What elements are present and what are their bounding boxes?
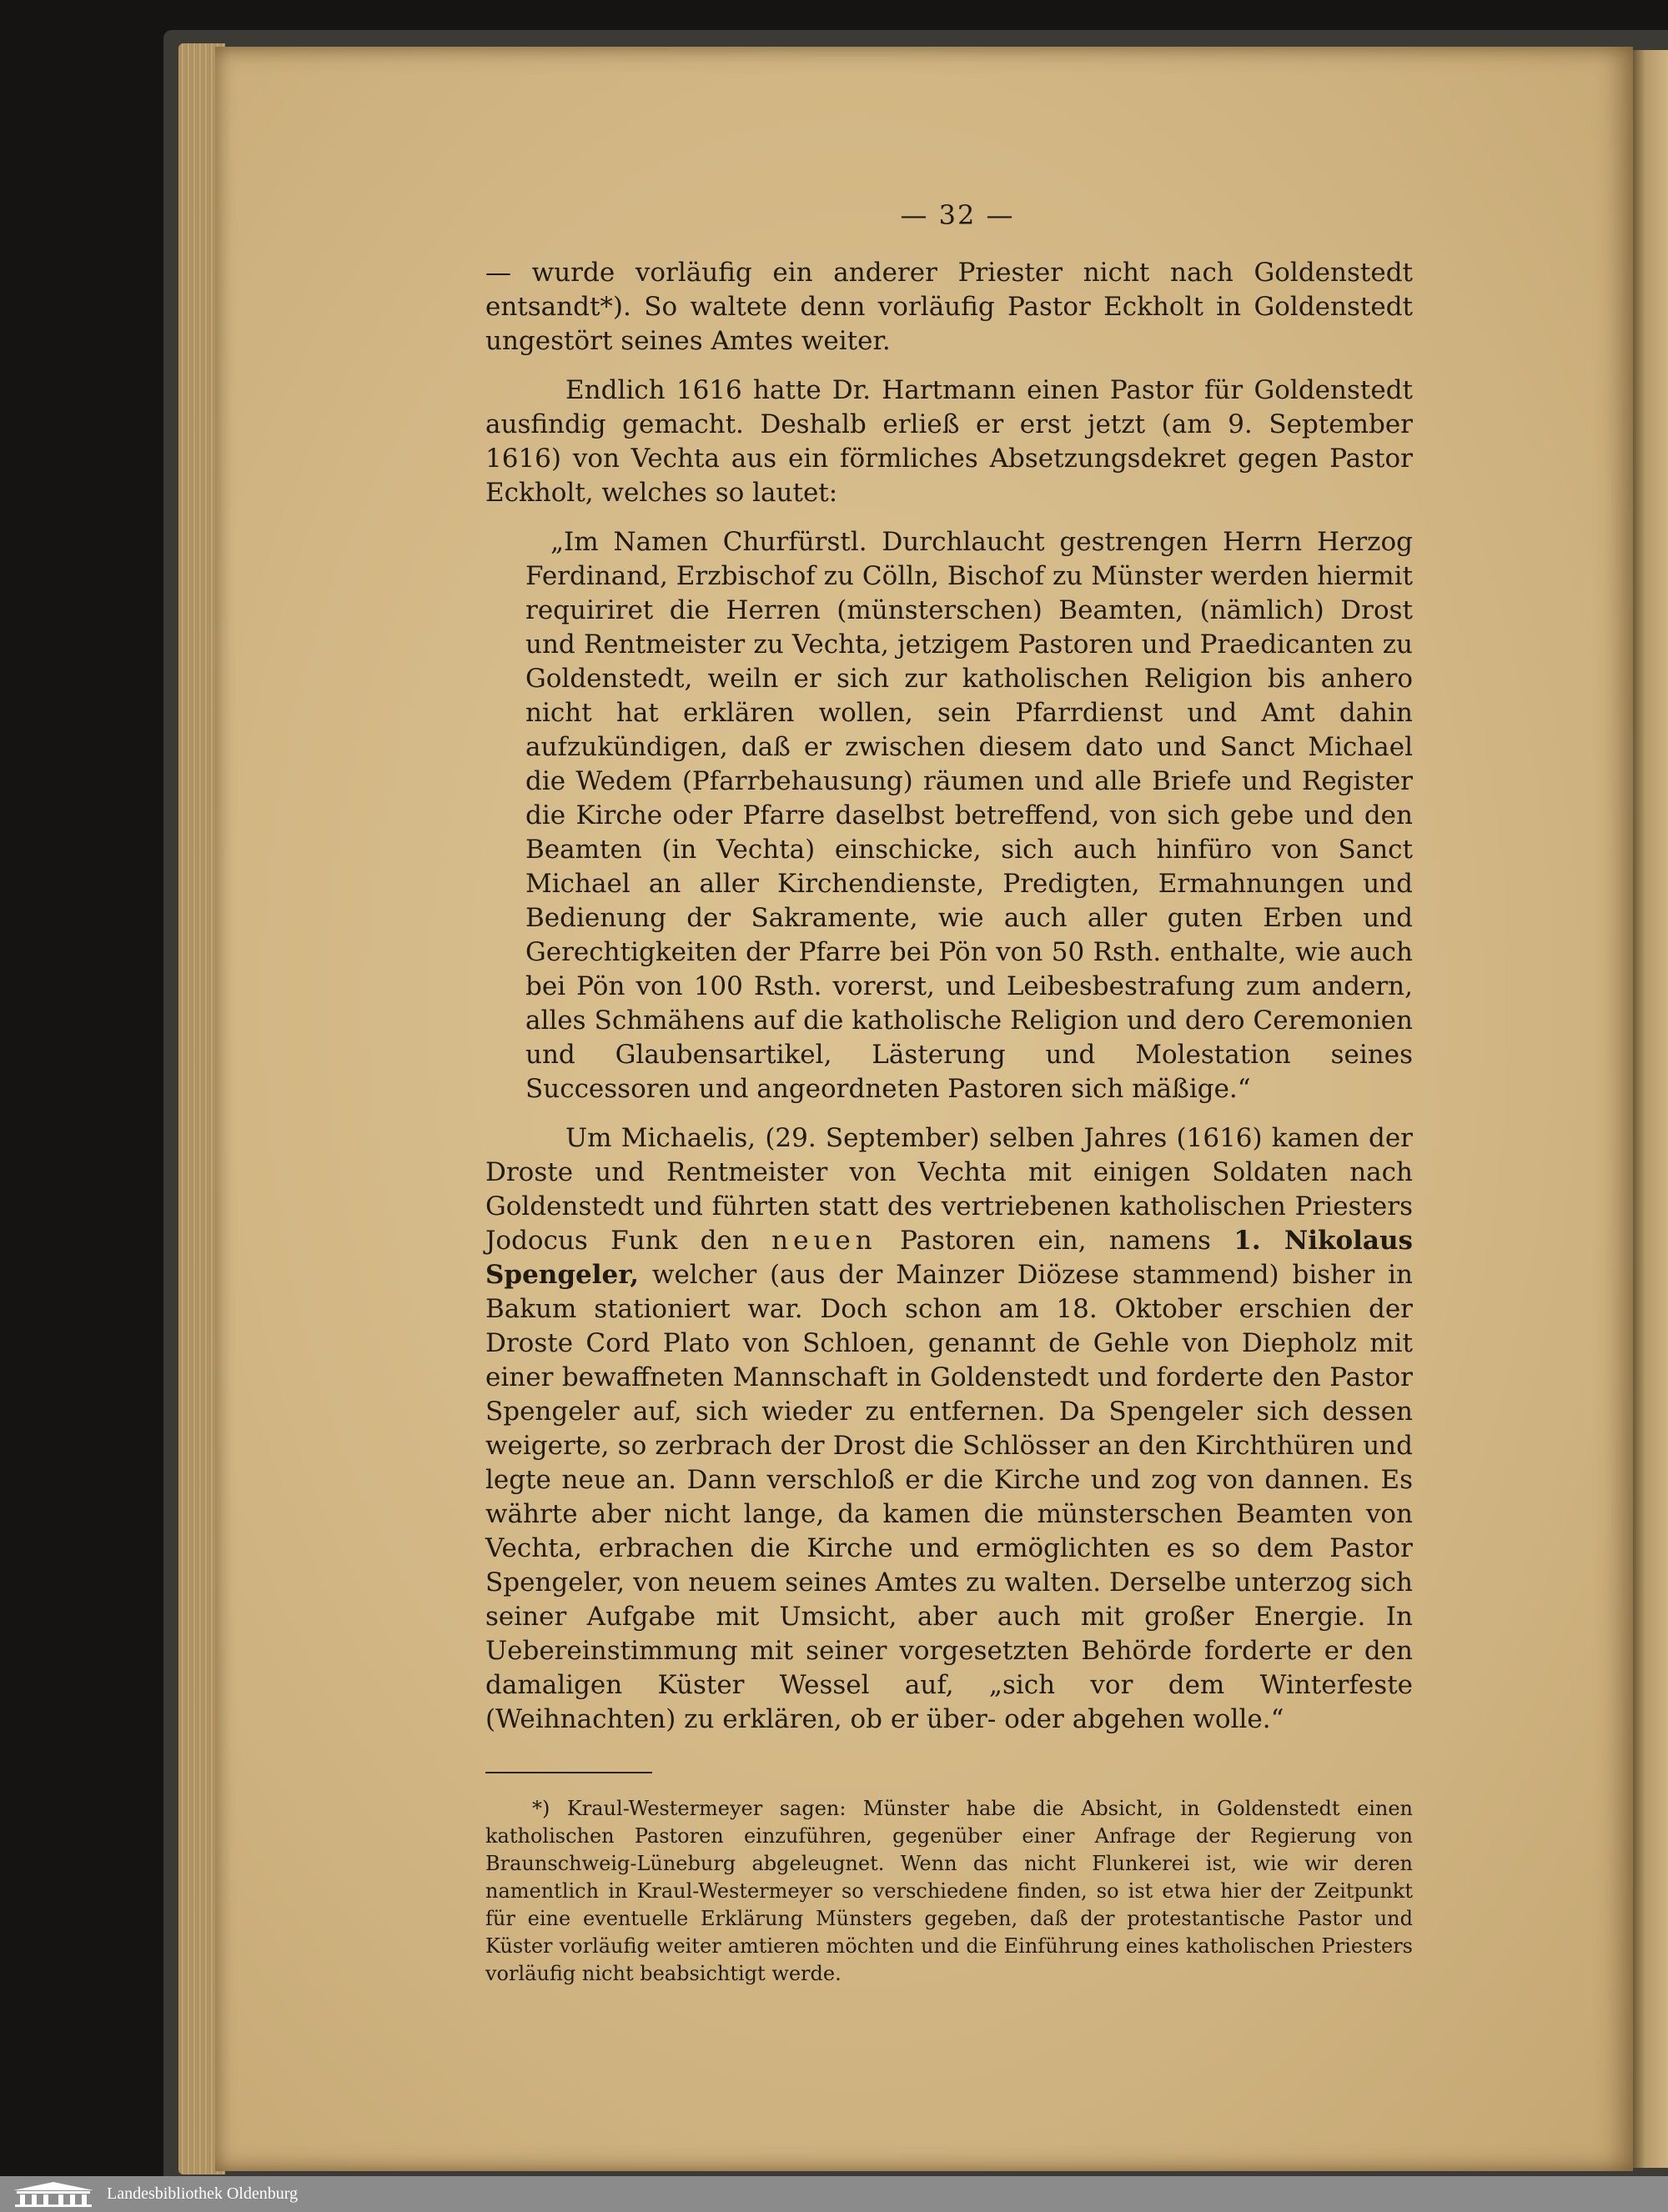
footnote-divider <box>485 1772 652 1773</box>
paragraph-3-part-b: Pastoren ein, namens <box>900 1226 1211 1256</box>
paragraph-1: — wurde vorläufig ein anderer Priester nicht nach Goldenstedt entsandt*). So waltete denn vorläufig Pastor Eckholt in Goldenstedt ungestört seines Amtes weiter. <box>485 258 1413 356</box>
library-name: Landesbibliothek Oldenburg <box>107 2184 299 2203</box>
page-text <box>485 198 1413 2008</box>
paragraph-3 <box>485 1121 1413 1737</box>
pastor-name: 1. Nikolaus Spengeler, <box>485 1226 1413 1290</box>
paragraph-3-part-a: Um Michaelis, (29. September) selben Jahres (1616) kamen der Droste und Rentmeister von Vechta mit einigen Soldaten nach Goldenstedt und führten statt des vertriebenen katholischen Priesters Jodocus Funk den <box>485 1123 1413 1256</box>
library-building-icon <box>12 2180 95 2208</box>
page-number: — 32 — <box>900 199 1015 231</box>
paragraph-3-part-c: welcher (aus der Mainzer Diözese stammend) bisher in Bakum stationiert war. Doch schon am 18. Oktober erschien der Droste Cord Plato von Schloen, genannt de Gehle von Diepholz mit einer bewaffneten Mannschaft in Goldenstedt und forderte den Pastor Spengeler auf, sich wieder zu entfernen. Da Spengeler sich dessen weigerte, so zerbrach der Drost die Schlösser an den Kirchthüren und legte neue an. Dann verschloß er die Kirche und zog von dannen. Es währte aber nicht lange, da kamen die münsterschen Beamten von Vechta, erbrachen die Kirche und ermöglichten es so dem Pastor Spengeler, von neuem seines Amtes zu walten. Derselbe unterzog sich seiner Aufgabe mit Umsicht, aber auch mit großer Energie. In Uebereinstimmung mit seiner vorgesetzten Behörde forderte er den damaligen Küster Wessel auf, „sich vor dem Winterfeste (Weihnachten) zu erklären, ob er über- oder abgehen wolle.“ <box>485 1260 1413 1734</box>
library-footer <box>0 2176 1668 2212</box>
decree-quote: „Im Namen Churfürstl. Durchlaucht gestrengen Herrn Herzog Ferdinand, Erzbischof zu Cölln, Bischof zu Münster werden hiermit requiriret die Herren (münsterschen) Beamten, (nämlich) Drost und Rentmeister zu Vechta, jetzigem Pastoren und Praedicanten zu Goldenstedt, weiln er sich zur katholischen Religion bis anhero nicht hat erklären wollen, sein Pfarrdienst und Amt dahin aufzukündigen, daß er zwischen diesem dato und Sanct Michael die Wedem (Pfarrbehausung) räumen und alle Briefe und Register die Kirche oder Pfarre daselbst betreffend, von sich gebe und den Beamten (in Vechta) einschicke, sich auch hinfüro von Sanct Michael an aller Kirchendienste, Predigten, Ermahnungen und Bedienung der Sakramente, wie auch aller guten Erben und Gerechtigkeiten der Pfarre bei Pön von 50 Rsth. enthalte, wie auch bei Pön von 100 Rsth. vorerst, und Leibesbestrafung zum andern, alles Schmähens auf die katholische Religion und dero Ceremonien und Glaubensartikel, Lästerung und Molestation seines Successoren und angeordneten Pastoren sich mäßige.“ <box>525 527 1413 1104</box>
paragraph-2: Endlich 1616 hatte Dr. Hartmann einen Pastor für Goldenstedt ausfindig gemacht. Deshalb erließ er erst jetzt (am 9. September 1616) von Vechta aus ein förmliches Absetzungsdekret gegen Pastor Eckholt, welches so lautet: <box>485 375 1413 508</box>
next-page-edge <box>1633 50 1668 2168</box>
footnote: *) Kraul-Westermeyer sagen: Münster habe die Absicht, in Goldenstedt einen katholischen Pastoren einzuführen, gegenüber einer Anfrage der Regierung von Braunschweig-Lüneburg abgeleugnet. Wenn das nicht Flunkerei ist, wie wir deren namentlich in Kraul-Westermeyer so verschiedene finden, so ist etwa hier der Zeitpunkt für eine eventuelle Erklärung Münsters gegeben, daß der protestantische Pastor und Küster vorläufig weiter amtieren möchten und die Einführung eines katholischen Priesters vorläufig nicht beabsichtigt werde. <box>485 1797 1413 1985</box>
paragraph-3-spaced-word: neuen <box>771 1226 877 1256</box>
